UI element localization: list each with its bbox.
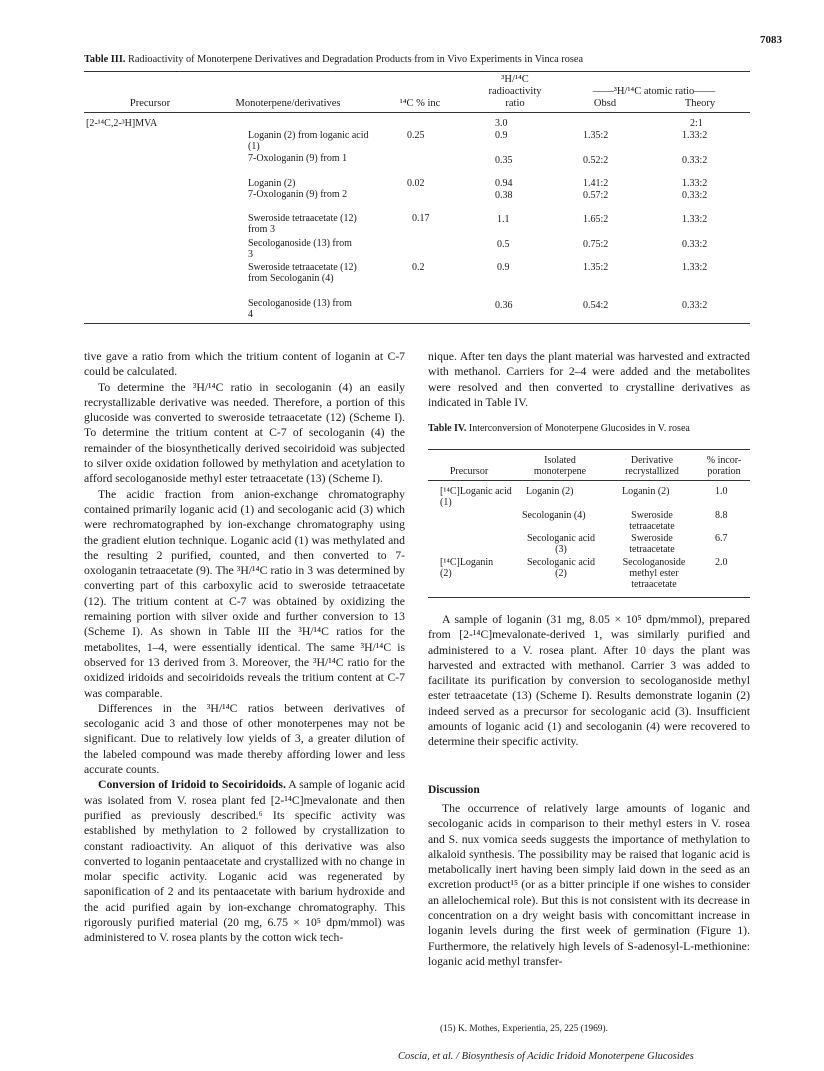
table3-caption-text: Radioactivity of Monoterpene Derivatives and Degradation Products from in Vivo Experiments in Vinca rosea [127,54,584,65]
paragraph: The acidic fraction from anion-exchange chromatography contained primarily loganic acid (1) and secologanic acid (3) which were rechromatographed by ion-exchange chromatography using the gradient elution technique. Loganic acid (1) was methylated and the resulting 2 purified, counted, and then converted to 7-oxologanin tetraacetate (9). The ³H/¹⁴C ratio in 3 was determined by converting part of this carboxylic acid to sweroside tetraacetate (12). The tritium content at C-7 was obtained by oxidizing the remaining portion with silver oxide and further conversion to 13 (Scheme I). As shown in Table III the ³H/¹⁴C ratios for the metabolites, 1–4, were essentially identical. The same ³H/¹⁴C is observed for 13 derived from 3. Moreover, the ³H/¹⁴C ratio for the oxidized iridoids and secoiridoids reveals the tritium content at C-7 was comparable. [84,487,405,700]
cell-obsd: 0.52:2 [583,155,609,166]
cell-theory: 1.33:2 [682,262,708,273]
cell-derivative: Sweroside tetraacetate [629,510,675,532]
cell-ratio: 0.94 [495,178,513,189]
table4-caption [428,423,728,434]
table3-label: Table III. [84,54,126,65]
cell-monoterpene: Loganin (2) from loganic acid (1) [248,130,369,152]
table4-header-rule [428,480,750,481]
cell-obsd: 1.65:2 [583,214,609,225]
header-inc-line2: poration [707,466,741,477]
cell-precursor: [¹⁴C]Loganin (2) [440,557,494,579]
page-number: 7083 [760,34,782,46]
cell-obsd: 1.41:2 [583,178,609,189]
footnote: (15) K. Mothes, Experientia, 25, 225 (1969). [440,1024,608,1034]
cell-theory: 0.33:2 [682,300,708,311]
cell-derivative: Loganin (2) [622,486,670,497]
table3-header-rule [84,112,750,113]
table3-top-rule [84,71,750,72]
cell-theory: 1.33:2 [682,214,708,225]
section-heading: Conversion of Iridoid to Secoiridoids. [98,778,286,792]
cell-derivative: Secologanoside methyl ester tetraacetate [622,557,686,590]
cell-incorporation: 2.0 [715,557,728,568]
cell-monoterpene: Secologanoside (13) from 3 [248,238,352,260]
cell-monoterpene: Loganin (2) [248,178,296,189]
cell-ratio: 0.9 [497,262,510,273]
cell-incorporation: 6.7 [715,533,728,544]
table3-precursor: [2-¹⁴C,2-³H]MVA [86,118,158,129]
cell-ratio: 0.9 [495,130,508,141]
table3-bottom-rule [84,323,750,324]
cell-obsd: 0.54:2 [583,300,609,311]
cell-inc: 0.25 [407,130,425,141]
table3-header-monoterpene: Monoterpene/derivatives [235,98,341,109]
discussion-text [428,801,750,969]
header-ratio-line1: ³H/¹⁴C [501,74,529,85]
cell-incorporation: 1.0 [715,486,728,497]
cell-incorporation: 8.8 [715,510,728,521]
cell-ratio: 0.35 [495,155,513,166]
cell-isolated: Loganin (2) [526,486,574,497]
table4-header-precursor: Precursor [449,466,489,477]
paragraph-text: A sample of loganic acid was isolated from V. rosea plant fed [2-¹⁴C]mevalonate and then purified as previously described.⁶ Its specific activity was established by methylation to 2 followed by crystallization to constant radioactivity. An aliquot of this derivative was also converted to loganin pentaacetate and crystallized with no change in molar specific activity. Loganic acid was regenerated by saponification of 2 and its pentaacetate with barium hydroxide and the acid purified again by ion-exchange chromatography. This rigorously purified material (20 mg, 6.75 × 10⁵ dpm/mmol) was administered to V. rosea plants by the cotton wick tech- [84,778,406,945]
cell-monoterpene: Sweroside tetraacetate (12) from 3 [248,213,357,235]
paragraph: Differences in the ³H/¹⁴C ratios between derivatives of secologanic acid 3 and those of other monoterpenes may not be significant. Due to relatively low yields of 3, a greater dilution of the labeled compound was made thereby affording lower and less accurate counts. [84,701,405,777]
table3-header-atomic: ——³H/¹⁴C atomic ratio—— [592,86,716,97]
paragraph: tive gave a ratio from which the tritium content of loganin at C-7 could be calculated. [84,350,405,379]
cell-monoterpene: Sweroside tetraacetate (12) from Secologanin (4) [248,262,357,284]
header-inc-line1: % incor- [706,455,742,466]
header-ratio-line3: ratio [505,98,525,109]
left-column [84,349,405,946]
table3-header-precursor: Precursor [129,98,171,109]
cell-obsd: 1.35:2 [583,130,609,141]
table4-header-derivative [612,455,692,477]
table3-header-c14inc: ¹⁴C % inc [399,98,441,109]
cell-isolated: Secologanic acid (2) [526,557,596,579]
running-footer: Coscia, et al. / Biosynthesis of Acidic Iridoid Monoterpene Glucosides [398,1051,694,1062]
table3-precursor-theory: 2:1 [690,118,703,129]
cell-obsd: 0.57:2 [583,190,609,201]
table4-label: Table IV. [428,423,467,434]
cell-obsd: 0.75:2 [583,239,609,250]
cell-theory: 0.33:2 [682,239,708,250]
cell-precursor: [¹⁴C]Loganic acid (1) [440,486,512,508]
cell-ratio: 0.5 [497,239,510,250]
discussion-heading: Discussion [428,784,480,796]
cell-inc: 0.17 [412,213,430,224]
cell-monoterpene: 7-Oxologanin (9) from 2 [248,189,348,200]
cell-inc: 0.02 [407,178,425,189]
cell-inc: 0.2 [412,262,425,273]
cell-ratio: 0.38 [495,190,513,201]
table4-top-rule [428,449,750,450]
header-isolated-line1: Isolated [544,455,576,466]
table3-header-ratio [470,74,560,110]
cell-monoterpene: 7-Oxologanin (9) from 1 [248,153,348,164]
cell-isolated: Secologanic acid (3) [526,533,596,555]
header-isolated-line2: monoterpene [533,466,587,477]
table4-caption-text: Interconversion of Monoterpene Glucosides in V. rosea [468,423,690,434]
table3-header-theory: Theory [684,98,716,109]
cell-theory: 1.33:2 [682,130,708,141]
cell-isolated: Secologanin (4) [522,510,586,521]
table4-header-isolated [515,455,605,477]
table3-precursor-ratio: 3.0 [495,118,508,129]
cell-obsd: 1.35:2 [583,262,609,273]
header-deriv-line2: recrystallized [625,466,679,477]
cell-ratio: 0.36 [495,300,513,311]
header-ratio-line2: radioactivity [488,86,542,97]
cell-ratio: 1.1 [497,214,510,225]
paragraph: A sample of loganin (31 mg, 8.05 × 10⁵ dpm/mmol), prepared from [2-¹⁴C]mevalonate-derived 1, was similarly purified and administered to a V. rosea plant. After 10 days the plant was harvested and extracted with methanol. Carrier 3 was added to facilitate its purification by conversion to secologanoside methyl ester tetraacetate (13) (Scheme I). Results demonstrate loganin (2) indeed served as a precursor for secologanic acid (3). Insufficient amounts of loganic acid (1) and secologanin (4) were recovered to determine their specific activity. [428,613,750,749]
cell-derivative: Sweroside tetraacetate [629,533,675,555]
right-column-top [428,349,750,410]
table4-bottom-rule [428,597,750,598]
paragraph: nique. After ten days the plant material was harvested and extracted with methanol. Carriers for 2–4 were added and the metabolites were resolved and then converted to crystalline derivatives as indicated in Table IV. [428,350,750,409]
paragraph: The occurrence of relatively large amounts of loganic and secologanic acids in comparison to their methyl esters in V. rosea and S. nux vomica seeds suggests the importance of methylation to alkaloid synthesis. The possibility may be raised that loganic acid is metabolically inert having been simply laid down in the seed as an excretion product¹⁵ (or as a bitter principle if one wishes to consider an allelochemical role). But this is not consistent with its decrease in concentration on a dry weight basis with concomittant increase in loganin levels during the first week of germination (Figure 1). Furthermore, the relatively high levels of S-adenosyl-L-methionine: loganic acid methyl transfer- [428,802,750,968]
cell-monoterpene: Secologanoside (13) from 4 [248,298,352,320]
cell-theory: 1.33:2 [682,178,708,189]
paragraph [84,777,405,945]
table4-header-incorporation [698,455,750,477]
table3-caption [84,54,583,65]
right-column-middle [428,612,750,750]
paragraph: To determine the ³H/¹⁴C ratio in secologanin (4) an easily recrystallizable derivative was needed. Therefore, a portion of this glucoside was converted to sweroside tetraacetate (12) (Scheme I). To determine the tritium content at C-7 of secologanin (4) the remainder of the biosynthetically derived secoiridoid was subjected to silver oxide oxidation followed by methylation and acetylation to afford secologanoside methyl ester tetraacetate (13) (Scheme I). [84,380,405,486]
cell-theory: 0.33:2 [682,155,708,166]
header-deriv-line1: Derivative [630,455,674,466]
table3-header-obsd: Obsd [593,98,617,109]
cell-theory: 0.33:2 [682,190,708,201]
